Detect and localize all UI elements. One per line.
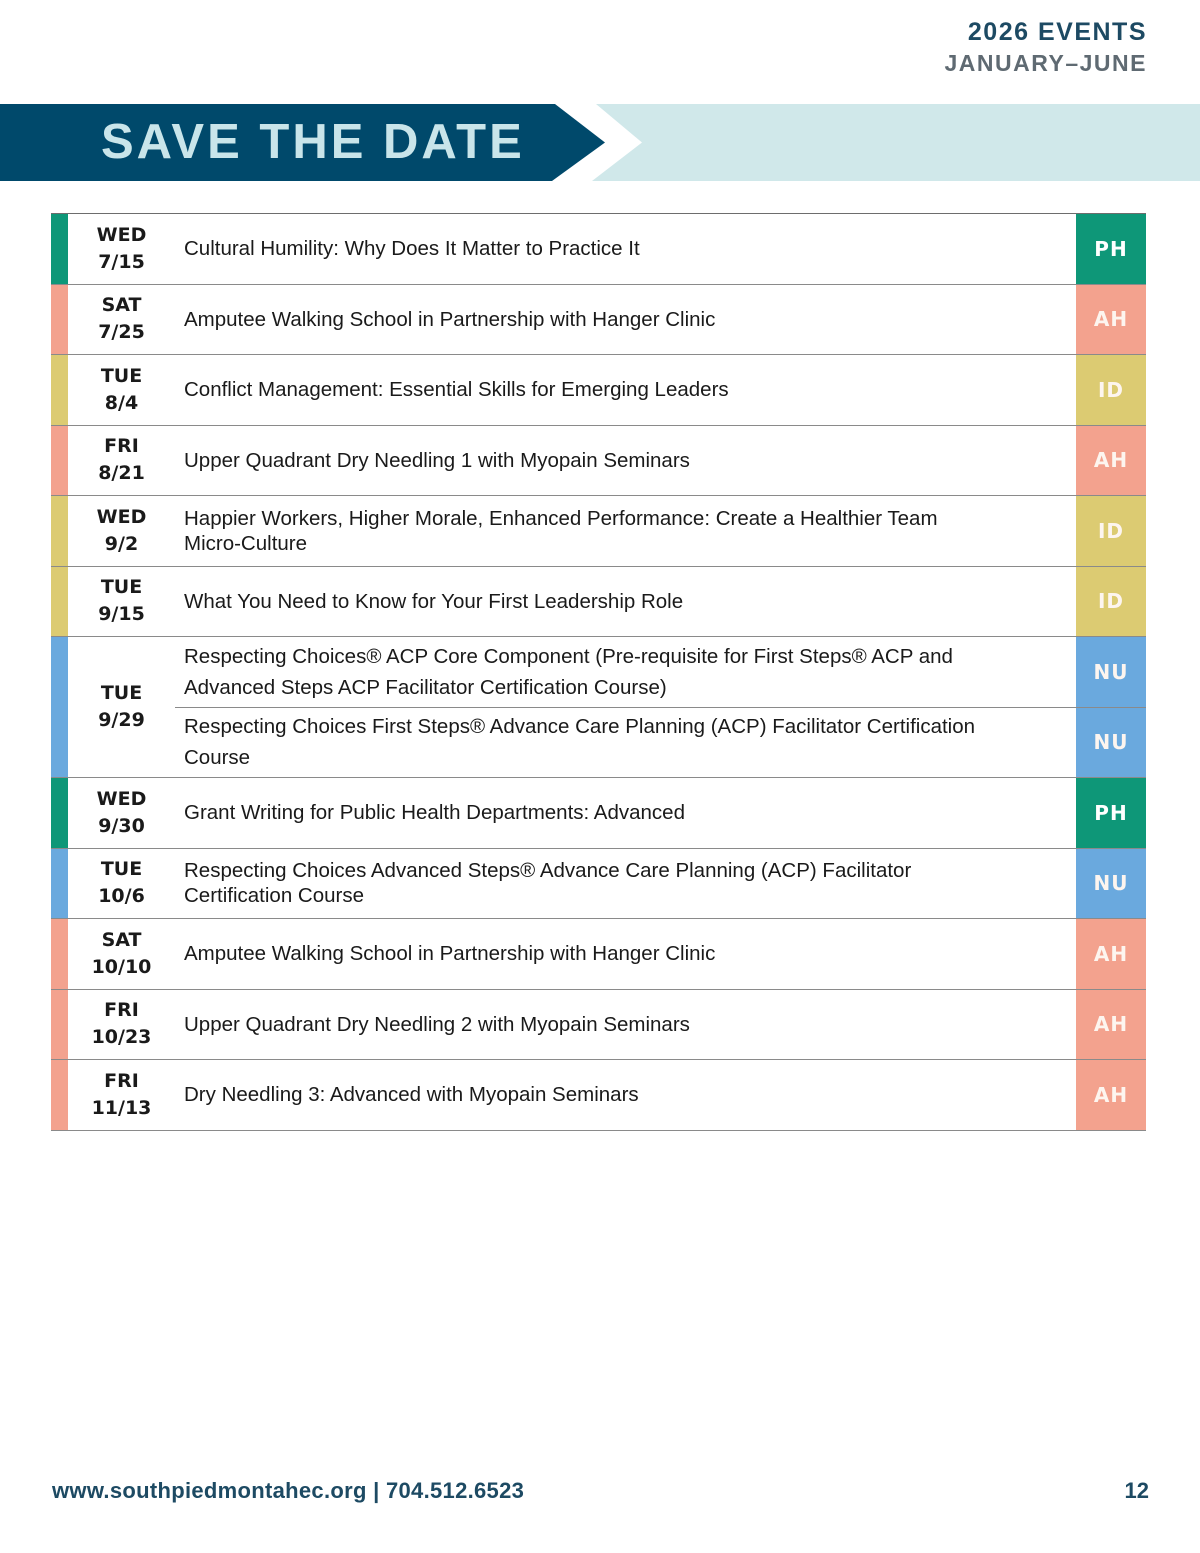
event-row [51, 919, 1146, 990]
event-title: Cultural Humility: Why Does It Matter to Practice It [184, 237, 640, 261]
event-day-month: 10/23 [91, 1026, 152, 1049]
event-day-month: 7/25 [98, 321, 145, 344]
event-date [68, 637, 175, 777]
event-weekday: FRI [104, 999, 139, 1022]
event-title: Respecting Choices First Steps® Advance Care Planning (ACP) Facilitator Certification Course [184, 715, 976, 770]
event-row [51, 637, 1146, 778]
event-title: Happier Workers, Higher Morale, Enhanced Performance: Create a Healthier Team Micro-Culture [184, 506, 938, 555]
event-date [68, 919, 175, 989]
category-stripe [51, 1060, 68, 1130]
event-item [175, 567, 1146, 637]
event-date [68, 214, 175, 284]
event-date [68, 849, 175, 919]
event-weekday: TUE [100, 682, 143, 704]
event-day-month: 9/15 [98, 603, 145, 626]
category-tag: ID [1076, 567, 1146, 637]
event-weekday: WED [96, 787, 147, 810]
event-item [175, 496, 1146, 566]
category-tag: PH [1076, 214, 1146, 284]
event-title: Respecting Choices® ACP Core Component (Pre-requisite for First Steps® ACP and Advanced Steps ACP Facilitator Certification Course) [184, 644, 953, 699]
category-tag: AH [1076, 285, 1146, 355]
event-day-month: 9/29 [98, 709, 145, 731]
event-title: Dry Needling 3: Advanced with Myopain Seminars [184, 1083, 639, 1107]
category-stripe [51, 214, 68, 284]
category-stripe [51, 426, 68, 496]
category-tag: NU [1076, 708, 1146, 778]
event-title: Upper Quadrant Dry Needling 2 with Myopain Seminars [184, 1012, 690, 1036]
event-weekday: TUE [100, 364, 143, 387]
category-stripe [51, 919, 68, 989]
event-weekday: SAT [101, 928, 142, 951]
event-date [68, 990, 175, 1060]
event-row [51, 990, 1146, 1061]
category-stripe [51, 637, 68, 777]
event-weekday: FRI [104, 435, 139, 458]
event-item [175, 426, 1146, 496]
event-row [51, 426, 1146, 497]
event-day-month: 9/30 [98, 814, 145, 837]
event-row [51, 1060, 1146, 1131]
event-row [51, 214, 1146, 285]
category-tag: AH [1076, 1060, 1146, 1130]
event-item [175, 1060, 1146, 1130]
event-title: What You Need to Know for Your First Leadership Role [184, 589, 684, 613]
event-date [68, 778, 175, 848]
event-date [68, 1060, 175, 1130]
event-date [68, 567, 175, 637]
category-tag: ID [1076, 355, 1146, 425]
category-tag: PH [1076, 778, 1146, 848]
event-title: Upper Quadrant Dry Needling 1 with Myopain Seminars [184, 448, 690, 472]
event-weekday: SAT [101, 294, 142, 317]
event-day-month: 10/10 [91, 955, 152, 978]
event-item [175, 355, 1146, 425]
event-item [175, 778, 1146, 848]
event-weekday: WED [96, 223, 147, 246]
category-stripe [51, 849, 68, 919]
range-label: JANUARY–JUNE [944, 50, 1147, 76]
event-item [175, 637, 1146, 707]
category-stripe [51, 990, 68, 1060]
event-date [68, 285, 175, 355]
event-day-month: 10/6 [98, 885, 145, 908]
event-day-month: 9/2 [104, 532, 139, 555]
event-title: Grant Writing for Public Health Departments: Advanced [184, 801, 685, 825]
event-date [68, 426, 175, 496]
header-block [945, 16, 1147, 78]
event-date [68, 355, 175, 425]
event-item [175, 707, 1146, 778]
category-tag: ID [1076, 496, 1146, 566]
year-label: 2026 EVENTS [967, 18, 1147, 46]
category-tag: AH [1076, 426, 1146, 496]
event-weekday: TUE [100, 576, 143, 599]
event-day-month: 8/4 [104, 391, 139, 414]
event-weekday: WED [96, 505, 147, 528]
event-row [51, 567, 1146, 638]
event-row [51, 849, 1146, 920]
event-day-month: 7/15 [98, 250, 145, 273]
footer-contact[interactable]: www.southpiedmontahec.org | 704.512.6523 [52, 1478, 525, 1503]
category-stripe [51, 355, 68, 425]
category-stripe [51, 778, 68, 848]
event-row [51, 496, 1146, 567]
event-title: Amputee Walking School in Partnership with Hanger Clinic [184, 307, 716, 331]
category-tag: AH [1076, 919, 1146, 989]
banner-title: SAVE THE DATE [101, 115, 525, 169]
event-date [68, 496, 175, 566]
category-tag: NU [1076, 637, 1146, 707]
event-row [51, 355, 1146, 426]
event-item [175, 214, 1146, 284]
events-table [51, 213, 1146, 1131]
category-tag: AH [1076, 990, 1146, 1060]
event-title: Respecting Choices Advanced Steps® Advance Care Planning (ACP) Facilitator Certification Course [184, 859, 912, 908]
event-item [175, 990, 1146, 1060]
event-row [51, 285, 1146, 356]
category-stripe [51, 285, 68, 355]
event-row [51, 778, 1146, 849]
category-stripe [51, 567, 68, 637]
event-weekday: FRI [104, 1069, 139, 1092]
event-item [175, 285, 1146, 355]
event-day-month: 8/21 [98, 462, 145, 485]
event-day-month: 11/13 [91, 1096, 152, 1119]
page-number: 12 [1124, 1478, 1149, 1503]
category-tag: NU [1076, 849, 1146, 919]
category-stripe [51, 496, 68, 566]
event-item [175, 849, 1146, 919]
event-title: Conflict Management: Essential Skills for Emerging Leaders [184, 378, 729, 402]
event-weekday: TUE [100, 858, 143, 881]
event-item [175, 919, 1146, 989]
event-title: Amputee Walking School in Partnership with Hanger Clinic [184, 942, 716, 966]
